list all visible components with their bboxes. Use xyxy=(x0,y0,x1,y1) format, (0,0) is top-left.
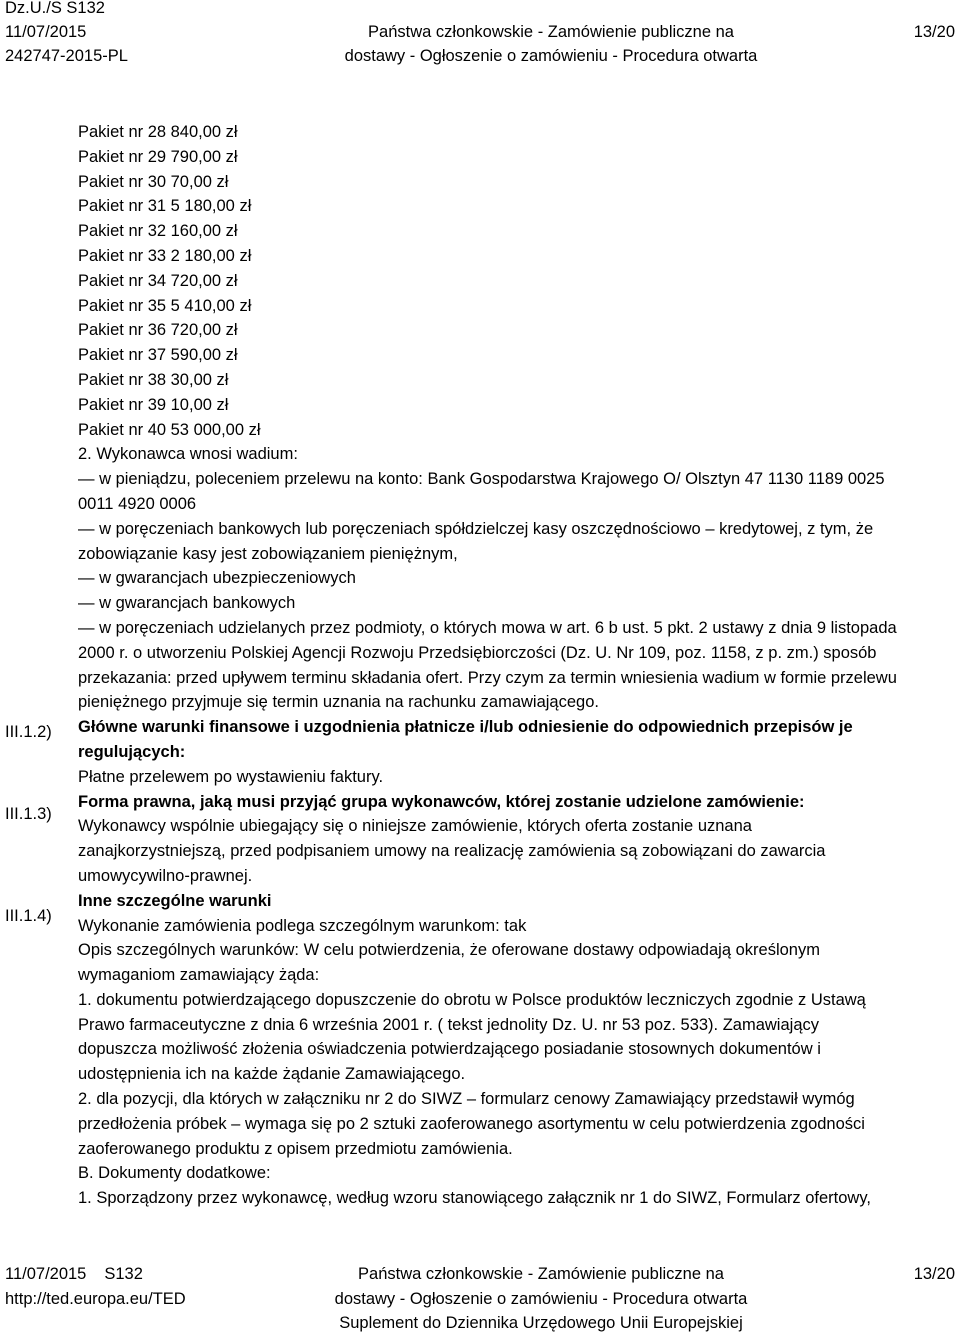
text-line: — w gwarancjach bankowych xyxy=(78,594,296,613)
text-line: dopuszcza możliwość złożenia oświadczenia potwierdzającego posiadanie stosownych dokumentów i xyxy=(78,1040,821,1059)
text-line: 2. dla pozycji, dla których w załączniku nr 2 do SIWZ – formularz cenowy Zamawiający przedstawił wymóg xyxy=(78,1090,855,1109)
text-line: — w gwarancjach ubezpieczeniowych xyxy=(78,569,356,588)
header-page-number: 13/20 xyxy=(913,23,955,41)
text-line: Pakiet nr 29 790,00 zł xyxy=(78,147,238,166)
text-line: Pakiet nr 37 590,00 zł xyxy=(78,346,238,365)
footer-title-line-1: Państwa członkowskie - Zamówienie publiczne na xyxy=(358,1265,724,1283)
section-number-iii-1-4: III.1.4) xyxy=(5,907,52,925)
document-body xyxy=(78,120,958,1211)
footer-date: 11/07/2015 xyxy=(5,1265,87,1283)
text-line: Pakiet nr 31 5 180,00 zł xyxy=(78,197,252,216)
header-title-line-2: dostawy - Ogłoszenie o zamówieniu - Procedura otwarta xyxy=(344,47,758,65)
notice-number: 242747-2015-PL xyxy=(5,47,128,65)
header-title xyxy=(336,20,766,68)
text-line: 0011 4920 0006 xyxy=(78,494,197,513)
text-line: Pakiet nr 32 160,00 zł xyxy=(78,222,238,241)
text-line: Pakiet nr 35 5 410,00 zł xyxy=(78,296,252,315)
text-line: Prawo farmaceutyczne z dnia 6 września 2001 r. ( tekst jednolity Dz. U. nr 53 poz. 533). Zamawiający xyxy=(78,1015,819,1034)
text-line: umowycywilno-prawnej. xyxy=(78,866,253,885)
text-line: 2000 r. o utworzeniu Polskiej Agencji Rozwoju Przedsiębiorczości (Dz. U. Nr 109, poz. 1158, z p. zm.) sposób xyxy=(78,643,877,662)
text-line: 1. Sporządzony przez wykonawcę, według wzoru stanowiącego załącznik nr 1 do SIWZ, Formularz ofertowy, xyxy=(78,1189,871,1208)
footer-url-link[interactable]: http://ted.europa.eu/TED xyxy=(5,1289,186,1308)
text-line: 2. Wykonawca wnosi wadium: xyxy=(78,445,298,464)
text-line: Płatne przelewem po wystawieniu faktury. xyxy=(78,767,384,786)
section-number-iii-1-2: III.1.2) xyxy=(5,723,52,741)
text-line: B. Dokumenty dodatkowe: xyxy=(78,1164,271,1183)
page-footer xyxy=(0,1262,960,1334)
text-line: 1. dokumentu potwierdzającego dopuszczenie do obrotu w Polsce produktów leczniczych zgodnie z Ustawą xyxy=(78,990,866,1009)
text-line: Pakiet nr 36 720,00 zł xyxy=(78,321,238,340)
text-line: zobowiązanie kasy jest zobowiązaniem pieniężnym, xyxy=(78,544,458,563)
text-line: Wykonanie zamówienia podlega szczególnym warunkom: tak xyxy=(78,916,527,935)
text-line: — w poręczeniach bankowych lub poręczeniach spółdzielczej kasy oszczędnościowo – kredytowej, z tym, że xyxy=(78,519,874,538)
footer-issue: S132 xyxy=(104,1265,143,1283)
text-line: pieniężnego przyjmuje się termin uznania na rachunku zamawiającego. xyxy=(78,693,599,712)
text-line: Pakiet nr 33 2 180,00 zł xyxy=(78,246,252,265)
text-line: zaoferowanego produktu z opisem przedmiotu zamówienia. xyxy=(78,1139,513,1158)
text-line: przekazania: przed upływem terminu składania ofert. Przy czym za termin wniesienia wadium w formie przelewu xyxy=(78,668,897,687)
text-line: Pakiet nr 34 720,00 zł xyxy=(78,271,238,290)
footer-page-number: 13/20 xyxy=(913,1265,955,1283)
text-line: udostępnienia ich na każde żądanie Zamawiającego. xyxy=(78,1065,466,1084)
section-heading: Główne warunki finansowe i uzgodnienia płatnicze i/lub odniesienie do odpowiednich przepisów je xyxy=(78,718,853,737)
text-line: Opis szczególnych warunków: W celu potwierdzenia, że oferowane dostawy odpowiadają określonym xyxy=(78,941,820,960)
section-heading: Forma prawna, jaką musi przyjąć grupa wykonawców, której zostanie udzielone zamówienie: xyxy=(78,792,805,811)
header-left xyxy=(5,0,128,68)
section-heading: regulujących: xyxy=(78,742,186,761)
section-number-iii-1-3: III.1.3) xyxy=(5,805,52,823)
text-line: zanajkorzystniejszą, przed podpisaniem umowy na realizację zamówienia są zobowiązani do zawarcia xyxy=(78,842,826,861)
text-line: Pakiet nr 39 10,00 zł xyxy=(78,395,229,414)
text-line: — w poręczeniach udzielanych przez podmioty, o których mowa w art. 6 b ust. 5 pkt. 2 ustawy z dnia 9 listopada xyxy=(78,618,897,637)
header-date: 11/07/2015 xyxy=(5,23,87,41)
footer-date-issue xyxy=(5,1262,186,1287)
text-line: Wykonawcy wspólnie ubiegający się o niniejsze zamówienie, których oferta zostanie uznana xyxy=(78,817,752,836)
footer-left xyxy=(5,1262,186,1311)
text-line: wymaganiom zamawiający żąda: xyxy=(78,966,320,985)
text-line: Pakiet nr 40 53 000,00 zł xyxy=(78,420,261,439)
text-line: przedłożenia próbek – wymaga się po 2 sztuki zaoferowanego asortymentu w celu potwierdzenia zgodności xyxy=(78,1114,865,1133)
footer-title-line-3: Suplement do Dziennika Urzędowego Unii Europejskiej xyxy=(339,1314,743,1332)
text-line: — w pieniądzu, poleceniem przelewu na konto: Bank Gospodarstwa Krajowego O/ Olsztyn 47 1130 1189 0025 xyxy=(78,470,885,489)
text-line: Pakiet nr 30 70,00 zł xyxy=(78,172,229,191)
section-heading: Inne szczególne warunki xyxy=(78,891,272,910)
header-title-line-1: Państwa członkowskie - Zamówienie publiczne na xyxy=(368,23,734,41)
page-header xyxy=(0,0,960,72)
footer-title-line-2: dostawy - Ogłoszenie o zamówieniu - Procedura otwarta xyxy=(334,1289,748,1308)
text-line: Pakiet nr 28 840,00 zł xyxy=(78,123,238,141)
journal-ref: Dz.U./S S132 xyxy=(5,0,105,17)
footer-title xyxy=(306,1262,776,1336)
text-line: Pakiet nr 38 30,00 zł xyxy=(78,370,229,389)
